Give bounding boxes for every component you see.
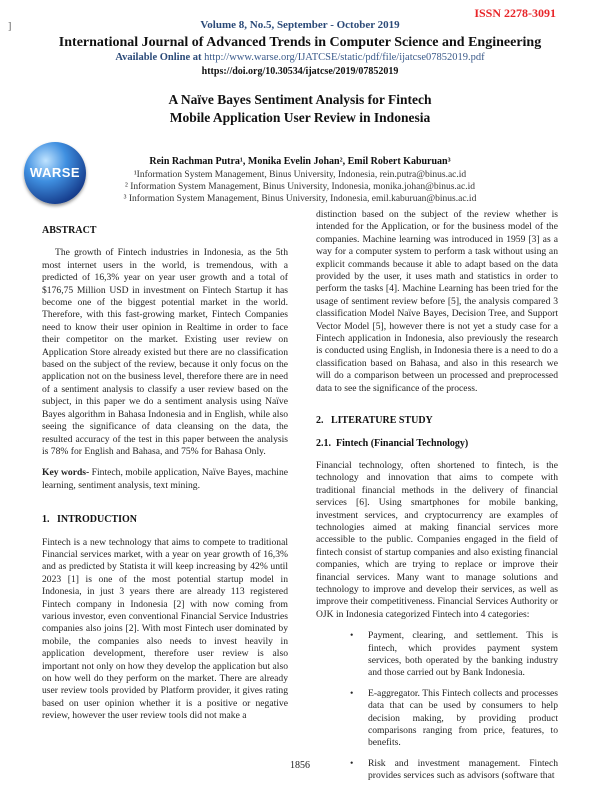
doi-link[interactable]: https://doi.org/10.30534/ijatcse/2019/07852019: [201, 66, 399, 77]
issn: ISSN 2278-3091: [474, 6, 556, 20]
abstract-text: The growth of Fintech industries in Indonesia, as the 5th most internet users in the world, is tremendous, with a predicted of 16,3% year on year user growth and a total of $176,75 Million USD in investment on Fintech Startup it has become one of the biggest potential market in the world. Therefore, with this fast-growing market, Fintech Companies need to know their user opinion in Realtime in order to face their competitor on the market. Existing user review on Application Store already existed but there are no classification based on the subject of the review, because it only focus on the application not on the business level, therefore there are in need of a sentiment analysis to classify a user review based on the subject, in this paper we do a sentiment analysis using Naïve Bayes algorithm in Bahasa Indonesia and in English, while also seeing the significance of data cleansing on the data, the resulted accuracy of the test in this paper between the analysis is 78% for English and Bahasa, and 75% for Bahasa Only.: [42, 247, 288, 457]
intro-text: Fintech is a new technology that aims to compete to traditional Financial services market, with a year on year growth of 16,3% and as predicted by Statista it will keep increasing by 42% until 2023 [1] is one of the most potential startup model in Indonesia, in just 3 years there are already 113 registered Fintech company in Indonesia [2] with now coming from various investor, even conventional Financial Service Industries companies also joins [2]. With most Fintech user dominated by mobile, the companies also needs to invest heavily in application development, therefore user review is also important not only on how they develop the application but also on how well do they perform on the market. There are already user review tools provided by Platform provider, it gives rating based on user opinion whether it is a positive or negative review, however the user review tools did not make a: [42, 536, 288, 722]
right-column: [316, 209, 558, 791]
page-number: 1856: [290, 760, 310, 771]
volume-info: Volume 8, No.5, September - October 2019: [200, 19, 400, 31]
abstract-heading: ABSTRACT: [42, 225, 97, 236]
logo-text: WARSE: [29, 165, 81, 180]
keywords-text: Fintech, mobile application, Naïve Bayes, machine learning, sentiment analysis, text mining.: [42, 467, 288, 491]
pdf-link[interactable]: http://www.warse.org/IJATCSE/static/pdf/file/ijatcse07852019.pdf: [204, 52, 485, 63]
available-online: [0, 52, 600, 63]
intro-continued: distinction based on the subject of the review whether is intended for the Application, or for the business model of the companies. Machine learning was introduced in 1959 [3] as a way for a computer system to perform a task without using an explicit commands because it able to adapt based on the data provided by the user, it uses math and statistics in order to perform the tasks [4]. Machine Learning has been tried for the usage of sentiment review before [5], the analysis compared 3 classification Model Naïve Bayes, Decision Tree, and Support Vector Model [5], however there is not yet a study case for a Fintech application in Indonesia, also previously the research is conducted using English, in Indonesia there is a need to do a classification based on Bahasa, and also in this research we will do a comparison between un processed and preprocessed data to see the significance of the process.: [316, 209, 558, 394]
list-item: • Payment, clearing, and settlement. This is fintech, which provides payment system services, both operated by the banking industry and those carried out by Bank Indonesia.: [368, 630, 558, 680]
fintech-subheading: 2.1. Fintech (Financial Technology): [316, 437, 469, 449]
affiliation: ¹Information System Management, Binus University, Indonesia, rein.putra@binus.ac.id: [133, 170, 467, 180]
keywords-label: Key words-: [42, 467, 90, 479]
intro-heading: 1. INTRODUCTION: [42, 514, 138, 526]
authors: Rein Rachman Putra¹, Monika Evelin Johan², Emil Robert Kaburuan³: [149, 156, 451, 167]
journal-title: International Journal of Advanced Trends in Computer Science and Engineering: [58, 35, 542, 50]
affiliation: ² Information System Management, Binus University, Indonesia, monika.johan@binus.ac.id: [124, 182, 476, 192]
list-item: • E-aggregator. This Fintech collects and processes data that can be used by consumers to help decision making, by providing product comparisons ranging from price, features, to benefits.: [368, 688, 558, 750]
list-item: • Risk and investment management. Fintech provides services such as advisors (software that: [368, 758, 558, 783]
literature-heading: 2. LITERATURE STUDY: [316, 415, 433, 427]
affiliation: ³ Information System Management, Binus University, Indonesia, emil.kaburuan@binus.ac.id: [123, 194, 477, 204]
left-column: [42, 225, 288, 732]
paper-title: A Naïve Bayes Sentiment Analysis for Fintech Mobile Application User Review in Indonesia: [168, 92, 432, 125]
available-label: Available Online at: [115, 52, 202, 63]
keywords: [42, 467, 288, 492]
margin-mark: ]: [8, 21, 12, 32]
fintech-text: Financial technology, often shortened to fintech, is the technology and innovation that aims to compete with traditional financial methods in the delivery of financial services [6]. Using smartphones for mobile banking, investment services, and cryptocurrency are examples of technologies aimed at making financial services more accessible to the public. Companies engaged in the field of fintech consist of startup companies and also existing financial companies, which are trying to replace or improve their financial services. Many want to manage solutions and technology to improve and develop their services, as well as improve their competitiveness. Financial Services Authority or OJK in Indonesia categorized Fintech into 4 categories:: [316, 459, 558, 620]
